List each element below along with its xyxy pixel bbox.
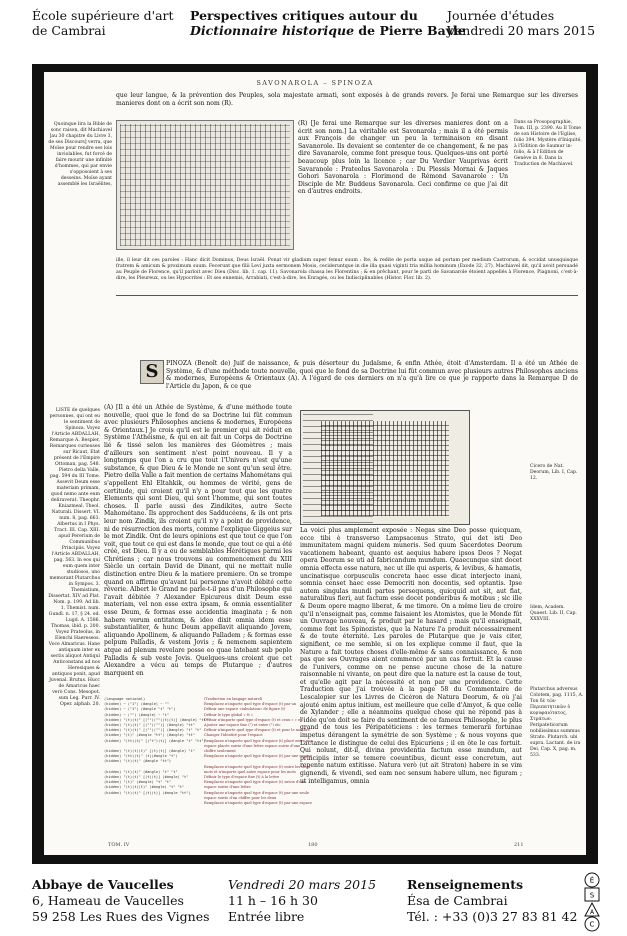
- manuscript-pattern: [120, 124, 290, 246]
- event-date: [447, 8, 595, 38]
- event-title-line-2: [190, 23, 466, 38]
- dictionary-page: [44, 72, 586, 855]
- code-notation: (language notional) (hidden) ~ ("1") (#angle) ~ "" (hidden) ~ ("1") (#angle "t" "t") (hidden) ~ ("") (#angle) ~ "t" (hidden) "(t)(t)" [("")("")(t)(t)] (#angle) "tt" (hidden) "(t)(t)" [("")("")] (#angle) "tt" (hidden) "(t)(t)" [("")("")] (#angle) "t" "t" (hidden) "(t)" (#angle "tt") (#angle) "tt" (hidden) "(tt)(t)" [("t")(t)] (#angle "t" "tt") (hidden) "(t)(t)(t)" [(t)(t)] (#angle) "t" (hidden) "(tt)(t)" (t)(#angle "t") (hidden) "(t)(t)" (#angle "tt") (hidden) "(t)(t)" (#angle) "t" "t" (hidden) "(t)(t)" [(t)(t)] (#angle) "t" (hidden) "(t)" (#angle) "t" "t" (hidden) "(t)(t)(t)" (#angle) "t" "t" (hidden) "(t)(t)" [(t)(t)] (#angle "tt"): [104, 697, 208, 795]
- contact-org: Ésa de Cambrai: [407, 893, 508, 908]
- folio-right: 211: [514, 842, 524, 848]
- margin-note-left-1: Quoinque lira la Bible de sonc raison, dit Machiavel [au 30 chapitre du Livre 3, de ses Discours] verra, que Moïse pour rendre ses lois inviolables, fut forcé de faire mourir une infinité d'hommes, qui par envie s'opposoient à ses desseins. Moïse ayant assemblé les Israëlites,: [48, 122, 112, 187]
- section-rule: [116, 295, 578, 296]
- logo-letter-a: A: [589, 909, 595, 916]
- machine-grid: [321, 421, 449, 516]
- printing-machine-figure: [300, 410, 470, 525]
- schedule-time: 11 h – 16 h 30: [228, 893, 318, 908]
- contact-heading: Renseignements: [407, 877, 524, 892]
- margin-notes-left-2: LISTE de quelques personnes, qui ont eu le sentiment de Spinoza. Voyez l'Article ABDALLAH, Remarque A. Bespier, Remarques curieuses sur Ricaut, Etat présent de l'Empire Ottoman, pag. 548. Pietro della Valle, pag. 594 du III Tome. Assevit Deum esse materiam primam, quod nemo ante eum deliraverat. Theophr. Kniazmeal. Theol. Naturali. Dissert. VI. num. 8, pag. 663. Albertus in I Phys. Tract. III. Cap. XIII. apud Pererium de Communibus Principiis. Voyez l'Article ABDALLAH, pag. 563. In eos qui eum quem inter studiosos, uno memorant Plutarchus in Sympos. 3. Themistium, Dissertat. XIV ad Plat. Nom. p. 199. Ad lib. 1. Themist. num. Gundl. n. 17, § 24. ed. Lugd. A. 1586. Thomas, ibid. p. 200. Voyez Prateolus, in Elenchi Haereseos. Voce Almaricus. Hane antiquam inter ex sectis aliquot Antiqui Anticonstans ad nos Heresiques & antiquos ponit, apud Juvenal. Brutus. Hucc de Amaricus haec verò Cons. Mesopot. sum Leg. Purr. IV. Oper. alphab. 20.: [48, 408, 100, 707]
- event-type: Journée d'études: [447, 8, 555, 23]
- event-title-line-1: Perspectives critiques autour du: [190, 8, 418, 23]
- folio-left: TOM. IV: [108, 842, 130, 848]
- top-text: que leur langue, & la prévention des Peuples, sola majestate armati, sont exposés à de grands revers. Je ferai une Remarque sur les diverses manieres dont on a écrit son nom (R).: [116, 92, 578, 107]
- margin-note-right-1: Dans sa Prosopographie, Tom. III, p. 2390. Au II Tome de son Histoire de l'Eglise, folio 394. Mystère d'Iniquité, à l'Edition de Saumur in-folio, & à l'Edition de Genève in 8. Dans la Traduction de Machiavel.: [514, 120, 582, 167]
- running-head: SAVONAROLA – SPINOZA: [256, 79, 374, 87]
- remark-r: (R) [Je ferai une Remarque sur les diverses manieres dont on a écrit son nom.] La véritable est Savonarola ; mais il a été permis aux François de changer un peu la terminaison en disant Savanorole. Ils devaient se contenter de ce changement, & ne pas dire Savanarole, comme font presque tous. Quelques-uns ont porté beaucoup plus loin la licence ; car Du Verdier Vauprivas écrit Savaranole : Prateolus Savonarola : Du Plessis Mornai & Jaques Gohori Savonarola : Florimond de Rémond Savanarole : Un Disciple de Mr. Buddeus Savonarola. Ceci confirme ce que j'ai dit en d'autres endroits.: [298, 120, 508, 196]
- margin-note-right-2: Cicero de Nat. Deorum, Lib. I, Cap. 12.: [530, 464, 578, 481]
- remark-a: (A) [Il a été un Athée de Système, & d'une méthode toute nouvelle, quoi que le fond de sa Doctrine lui fût commun avec plusieurs Philosophes anciens & modernes, Européens & Orientaux.] Je crois qu'il est le premier qui ait réduit en Système l'Athéisme, & qui en ait fait un Corps de Doctrine lié & tissé selon les manières des Géomètres ; mais d'ailleurs son sentiment n'est point nouveau. Il y a longtemps que l'on a cru que tout l'Univers n'est qu'une substance, & que Dieu & le Monde ne sont qu'un seul être. Pietro della Valle a fait mention de certains Mahométans qui s'appellent Ehl Eltahkik, ou hommes de vérité, gens de certitude, qui croient qu'il n'y a pour tout que les quatre Elements qui sont Dieu, qui sont l'homme, qui sont toutes choses. Il parle aussi des Zindikites, autre Secte Mahométane. Ils approchent des Sadducéens, & ils ont pris leur nom Zindik, ils croient qu'il n'y a point de providence, ni de résurrection des morts, comme l'explique Giggeius sur le mot Zindik. Ont de leurs opinions est que tout ce que l'on voit, que tout ce qui est dans le monde, que tout ce qui a été créé, est Dieu. Il y a eu de semblables Hérétiques parmi les Chrétiens ; car nous trouvons au commencement du XIII Siècle un certain David de Dinant, qui ne mettait nulle distinction entre Dieu & la matiere premiere. On se trompe quand on affirme qu'avant lui personne n'avoit débité cette rêverie. Albert le Grand ne parle-t-il pas d'un Philosophe qui l'avait débitée ? Alexander Epicureus dixit Deum esse materiam, vel non esse extra ipsam, & omnia essentialiter esse Deum, & formas esse accidentia imaginata ; & non habere verum entitatem, & ideo dixit omnia idem esse substantialiter, & hunc Deum appellavit aliquando Jovem, aliquando Apollinem, & aliquando Palladem ; & formas esse pelpum Palladis, & vestem Jovis ; & nemenem sapientem atque ad plenum revelare posse eo quae latebant sub peplo Palladis & sub veste Jovis. Quelques-uns croient que cet Alexandre a vécu au temps de Plutarque ; d'autres marquent en: [104, 404, 292, 677]
- footnote-caption: ille, il leur dit ces paroles : Hanc dicit Dominus, Deus Israël. Ponat vir gladium super femur suum : Ite, & redite de porta usque ad portam per medium Castrorum, & occidat unusquisque fratrem & amicum & proximum suum. Fecerunt que filii Levi juxta sermonem Mosis, cecideruntque in die illa quasi viginti tria millia hominum (Exode 32, 27). Machiavel dit, qu'il avoit persuadé au Peuple de Florence, qu'il parloit avec Dieu (Disc. lib. 1. cap. 11). Savonarola chassa les Florentins ; & en prêchant, pour le parti de Savanarole étoient appellés à Florence, Piagnoni, c'est-à-dire, les Pleureux, ou les Hypocrites : Et ses ennemis, Arrabiati, c'est-à-dire, les Enragés, ou les Indisciplinables (Histor. Flor. lib. 2).: [116, 258, 578, 281]
- spinoza-intro: PINOZA (Benoît de) Juif de naissance, & puis déserteur du Judaïsme, & enfin Athée, étoit d'Amsterdam. Il a été un Athée de Système, & d'une méthode toute nouvelle, quoi que le fond de sa Doctrine lui fût commun avec plusieurs autres Philosophes anciens & modernes, Européens & Orientaux (A). A l'égard de ces derniers on n'a qu'à lire ce que je rapporte dans la Remarque D de l'Article du Japon, & ce que: [166, 360, 578, 390]
- logo-letter-e: É: [589, 876, 595, 885]
- schedule-date: Vendredi 20 mars 2015: [228, 877, 377, 892]
- logo-letter-s: S: [589, 891, 595, 900]
- drop-cap: S: [140, 360, 164, 384]
- folio-center: 180: [308, 842, 318, 848]
- contact-info: [407, 877, 577, 925]
- venue: [32, 877, 210, 925]
- event-date-line: Vendredi 20 mars 2015: [447, 23, 596, 38]
- logo-letter-c: C: [589, 920, 595, 929]
- contact-phone: Tél. : +33 (0)3 27 83 81 42: [407, 909, 578, 924]
- school-name: [32, 8, 174, 38]
- event-title-italic: Dictionnaire historique: [190, 23, 355, 38]
- margin-note-right-3: Idem, Academ. Quaest. Lib. II, Cap. XXXVIII.: [530, 605, 577, 622]
- venue-address-2: 59 258 Les Rues des Vignes: [32, 909, 210, 924]
- strato-text: La voici plus amplement exposée : Negas sine Deo posse quicquam, ecce tibi è transverso Lampsacenus Strato, qui det isti Deo immunitatem magni quidem muneris. Sed quum Sacerdotes Deorum vacationem habeant, quanto est aequius habere ipsos Deos ? Negat opera Deorum se uti ad fabricandum mundum. Quaecunque sint docet omnia effecta esse natura, nec ut ille qui asperis, & levibus, & hamatis, uncinatisque corpusculis concreta haec esse dicat interjecto inani, somnia censet haec esse Democriti non docentis, sed optantis. Ipse autem singulas mundi partes persequens, quicquid aut sit, aut fiat, naturalibus fieri, aut factum esse docet ponderibus & motibus ; sic ille & Deum opere magno liberat, & me timore. On a même lieu de croire qu'il n'enseignait pas, comme faisaient les Atomistes, que le Monde fût un Ouvrage nouveau, & produit par le hasard ; mais qu'il enseignait, comme font les Spinozistes, que la Nature l'a produit nécessairement & de toute éternité. Les paroles de Plutarque que je vais citer, signifient, ce me semble, si on les explique comme il faut, que la Nature a fait toutes choses d'elle-même & sans connaissance, & non pas que ses Ouvrages aient commencé par un cas fortuit. Et la cause de l'univers, comme on ne pense aucune chose de la nature raisonnable ni vivante, on peut dire que la nature est la cause de tout, et qu'elle agit par la nécessité et non par une providence. Cette Traduction que j'ai trouvée à la page 58 du Commentaire de Lescalopier sur les Livres de Cicéron de Natura Deorum, & où j'ai ajouté enim aptus initium, est meilleure que celle d'Amyot, & que celle de Xylander ; elle a néanmoins quelque chose qui ne répond pas à l'idée qu'on doit se faire du sentiment de ce fameux Philosophe, le plus grand de tous les Péripatéticiens : les termes temerarii fortunae impetus dérangent la symétrie de son Système ; & nous voyons que Lactance le distingue de celui des Epicuriens ; il en ôte le cas fortuit. Qui nolunt, dit-il, divina providentia factum esse mundum, aut principiis inter se temere coeuntibus, dicunt esse concretum, aut repente natum extitisse. Natura verò (ut ait Straton) habere in se vim gignendi, & vivendi, sed eam nec sensum habere ullum, nec figuram ; ut intelligamus, omnia: [300, 527, 522, 785]
- venue-name: Abbaye de Vaucelles: [32, 877, 174, 892]
- event-title-rest: de Pierre Bayle: [354, 23, 466, 38]
- schedule-entry: Entrée libre: [228, 909, 305, 924]
- code-translation: (Traduction en langage naturel) Remplacez n'importe quel type d'espace (t) par un Définir une espace «tabulation» de figure (t) Définir le type global « tt » Définir n'importe quel type d'espace (t) et ceux « » etc Ajouter une espace fine (") et entre (") etc Définir n'importe quel type d'espace (t) et pour le nombre Changer l'identité pour l'espace Remplacez n'importe quel type d'espace (t) placé entre une espace placée suivie d'une lettre espace suivie d'une chiffre seulement Remplacez n'importe quel type d'espace (t) par une espace Remplacez n'importe quel type d'espace (t) entre les deux mots et n'importe quel autre espace pour les mots Définir le type d'espace fine (t) à la lettre Remplacez n'importe quel type d'espace (t) suivie d'une espace suivie d'une lettre Remplacez n'importe quel type d'espace (t) par une seule espace suivie d'un chiffre pour les deux Remplacez n'importe quel type d'espace (t) par une espace: [204, 697, 313, 806]
- event-title: [190, 8, 466, 38]
- esac-logo: [582, 872, 602, 932]
- manuscript-figure: [116, 120, 294, 250]
- venue-address-1: 6, Hameau de Vaucelles: [32, 893, 184, 908]
- margin-note-right-4: Plutarchus adversus Colotem, pag. 1115, A. Ton δὲ τῶν Περιπατητικῶν ὁ κορυφαιότατος, Στράτων. Peripateticorum nobilissimus summus Strato. Plutarch. ubi supra. Lactant. de ira Dei, Cap. X, pag. m. 533.: [530, 687, 584, 758]
- school-line-1: École supérieure d'art: [32, 8, 174, 23]
- school-line-2: de Cambrai: [32, 23, 106, 38]
- schedule: [228, 877, 376, 925]
